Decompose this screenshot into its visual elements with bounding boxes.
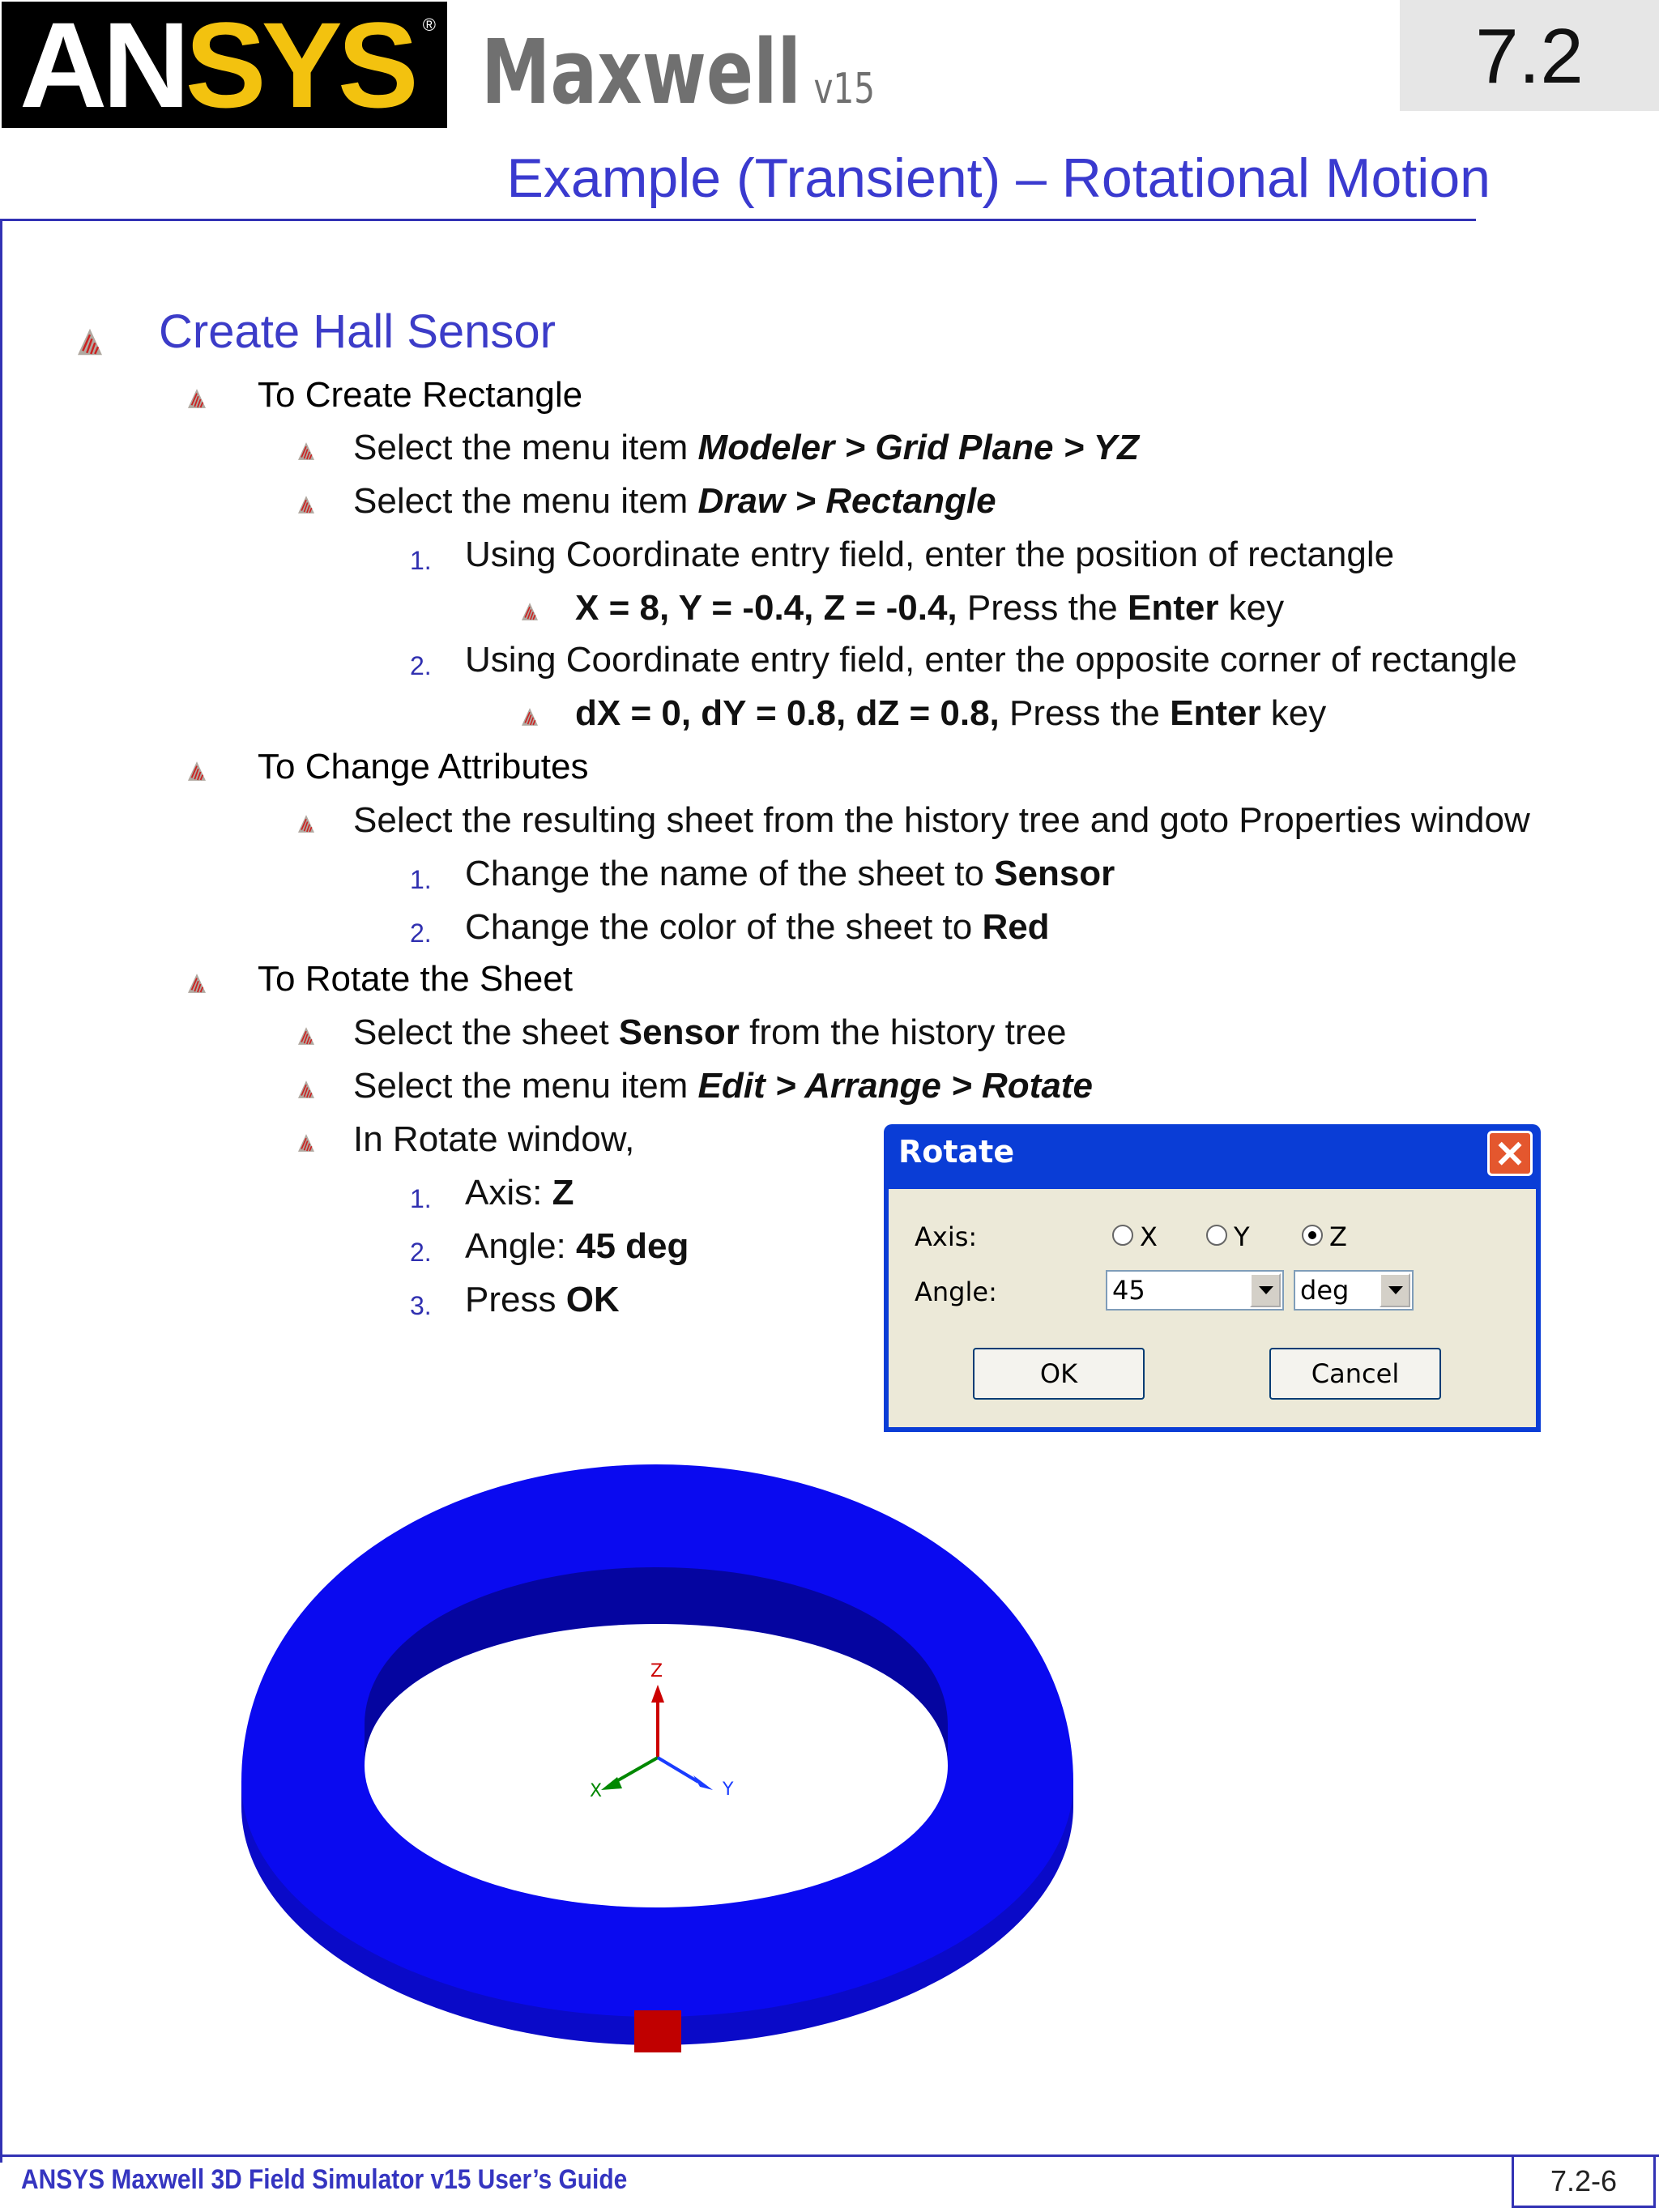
step-text: Select the menu item [353, 428, 698, 467]
product-version: v15 [813, 65, 876, 113]
axis-z-label: Z [1329, 1221, 1347, 1252]
axis-x-label: X [590, 1781, 603, 1801]
bullet-icon [298, 1027, 314, 1045]
step-select-sheet: Select the resulting sheet from the history tree and goto Properties window [353, 800, 1530, 840]
axis-z-label: Z [650, 1661, 663, 1681]
press-text: Press the [999, 693, 1171, 733]
page-number: 7.2-6 [1512, 2154, 1656, 2208]
angle-label: Angle: [915, 1276, 997, 1307]
press-text: Press the [957, 588, 1128, 628]
step-draw-rectangle [353, 481, 996, 522]
bullet-icon [522, 708, 538, 726]
list-number: 3. [410, 1291, 432, 1320]
unit-combo-value: deg [1300, 1275, 1350, 1306]
menu-path: Edit > Arrange > Rotate [697, 1066, 1093, 1106]
page-title: Example (Transient) – Rotational Motion [506, 147, 1491, 209]
step-text: Axis: [465, 1173, 552, 1213]
axis-z-radio[interactable] [1302, 1225, 1323, 1246]
substep-angle [465, 1226, 689, 1267]
list-number: 1. [410, 546, 432, 575]
cancel-button[interactable]: Cancel [1269, 1348, 1441, 1400]
coordinate-values: dX = 0, dY = 0.8, dZ = 0.8, [575, 693, 1000, 733]
axis-y-label: Y [1234, 1221, 1250, 1252]
step-text: Press [465, 1280, 566, 1319]
title-divider [0, 219, 1476, 221]
bullet-icon [298, 442, 314, 460]
chapter-number: 7.2 [1475, 13, 1584, 100]
product-name [481, 19, 875, 142]
ok-button[interactable]: OK [973, 1348, 1145, 1400]
chapter-box [1400, 0, 1659, 111]
subsection-rotate-sheet: To Rotate the Sheet [258, 959, 573, 999]
angle-value: 45 deg [575, 1226, 689, 1266]
angle-combo[interactable] [1106, 1270, 1284, 1311]
bullet-icon [522, 603, 538, 620]
substep-axis [465, 1173, 574, 1213]
close-icon[interactable]: ✕ [1487, 1131, 1533, 1176]
substep-rename [465, 854, 1115, 894]
step-text: from the history tree [739, 1012, 1067, 1052]
step-text: Change the color of the sheet to [465, 907, 983, 947]
menu-path: Draw > Rectangle [697, 481, 996, 521]
logo-text-sys: SYS [185, 0, 414, 133]
step-select-sensor [353, 1012, 1066, 1053]
substep-position: Using Coordinate entry field, enter the position of rectangle [465, 535, 1395, 574]
step-text: Select the menu item [353, 1066, 698, 1106]
footer-divider [0, 2154, 1659, 2157]
product-title: Maxwell [481, 20, 801, 124]
menu-path: Modeler > Grid Plane > YZ [697, 428, 1140, 467]
substep-press-ok [465, 1280, 620, 1320]
substep-color [465, 907, 1050, 948]
sheet-name: Sensor [618, 1012, 740, 1052]
bullet-icon [78, 328, 102, 356]
key-suffix: key [1260, 693, 1327, 733]
list-number: 2. [410, 918, 432, 948]
step-text: Select the menu item [353, 481, 698, 521]
list-number: 1. [410, 865, 432, 894]
bullet-icon [298, 496, 314, 514]
dialog-title: Rotate [898, 1134, 1015, 1170]
left-border [0, 219, 2, 2163]
axis-label: Axis: [915, 1221, 978, 1252]
logo-registered-mark: ® [422, 15, 436, 35]
step-rotate-menu [353, 1066, 1093, 1106]
step-text: Angle: [465, 1226, 576, 1266]
ansys-logo [2, 0, 447, 133]
coordinate-values: X = 8, Y = -0.4, Z = -0.4, [575, 588, 957, 628]
step-text: Select the sheet [353, 1012, 619, 1052]
axis-x-label: X [1140, 1221, 1158, 1252]
step-grid-plane [353, 428, 1139, 468]
axis-y-label: Y [723, 1779, 734, 1800]
bullet-icon [188, 389, 206, 408]
corner-values [575, 693, 1326, 734]
rotate-dialog [884, 1124, 1541, 1432]
subsection-change-attributes: To Change Attributes [258, 747, 589, 786]
dialog-body [889, 1189, 1536, 1427]
key-name: Enter [1170, 693, 1261, 733]
unit-combo[interactable] [1294, 1270, 1414, 1311]
chevron-down-icon[interactable] [1250, 1273, 1281, 1307]
model-viewport [235, 1458, 1085, 2073]
sheet-color: Red [982, 907, 1050, 947]
key-name: Enter [1127, 588, 1219, 628]
axis-value: Z [552, 1173, 574, 1213]
footer-guide-title: ANSYS Maxwell 3D Field Simulator v15 User’s Guide [21, 2164, 628, 2195]
ok-label: OK [565, 1280, 620, 1319]
substep-opposite-corner: Using Coordinate entry field, enter the opposite corner of rectangle [465, 640, 1517, 680]
step-rotate-window: In Rotate window, [353, 1119, 635, 1159]
logo-text-an: AN [19, 0, 186, 133]
bullet-icon [188, 974, 206, 993]
step-text: Change the name of the sheet to [465, 854, 995, 893]
axis-x-radio[interactable] [1112, 1225, 1133, 1246]
subsection-create-rectangle: To Create Rectangle [258, 375, 583, 415]
sheet-name: Sensor [994, 854, 1115, 893]
chevron-down-icon[interactable] [1380, 1273, 1410, 1307]
hall-sensor-sheet [634, 2010, 681, 2052]
bullet-icon [298, 1080, 314, 1098]
section-heading: Create Hall Sensor [159, 305, 556, 358]
position-values [575, 588, 1284, 629]
axis-y-radio[interactable] [1206, 1225, 1227, 1246]
list-number: 1. [410, 1184, 432, 1213]
bullet-icon [188, 761, 206, 781]
key-suffix: key [1218, 588, 1285, 628]
list-number: 2. [410, 1238, 432, 1267]
bullet-icon [298, 815, 314, 833]
list-number: 2. [410, 651, 432, 680]
angle-combo-value: 45 [1112, 1275, 1145, 1306]
bullet-icon [298, 1134, 314, 1152]
